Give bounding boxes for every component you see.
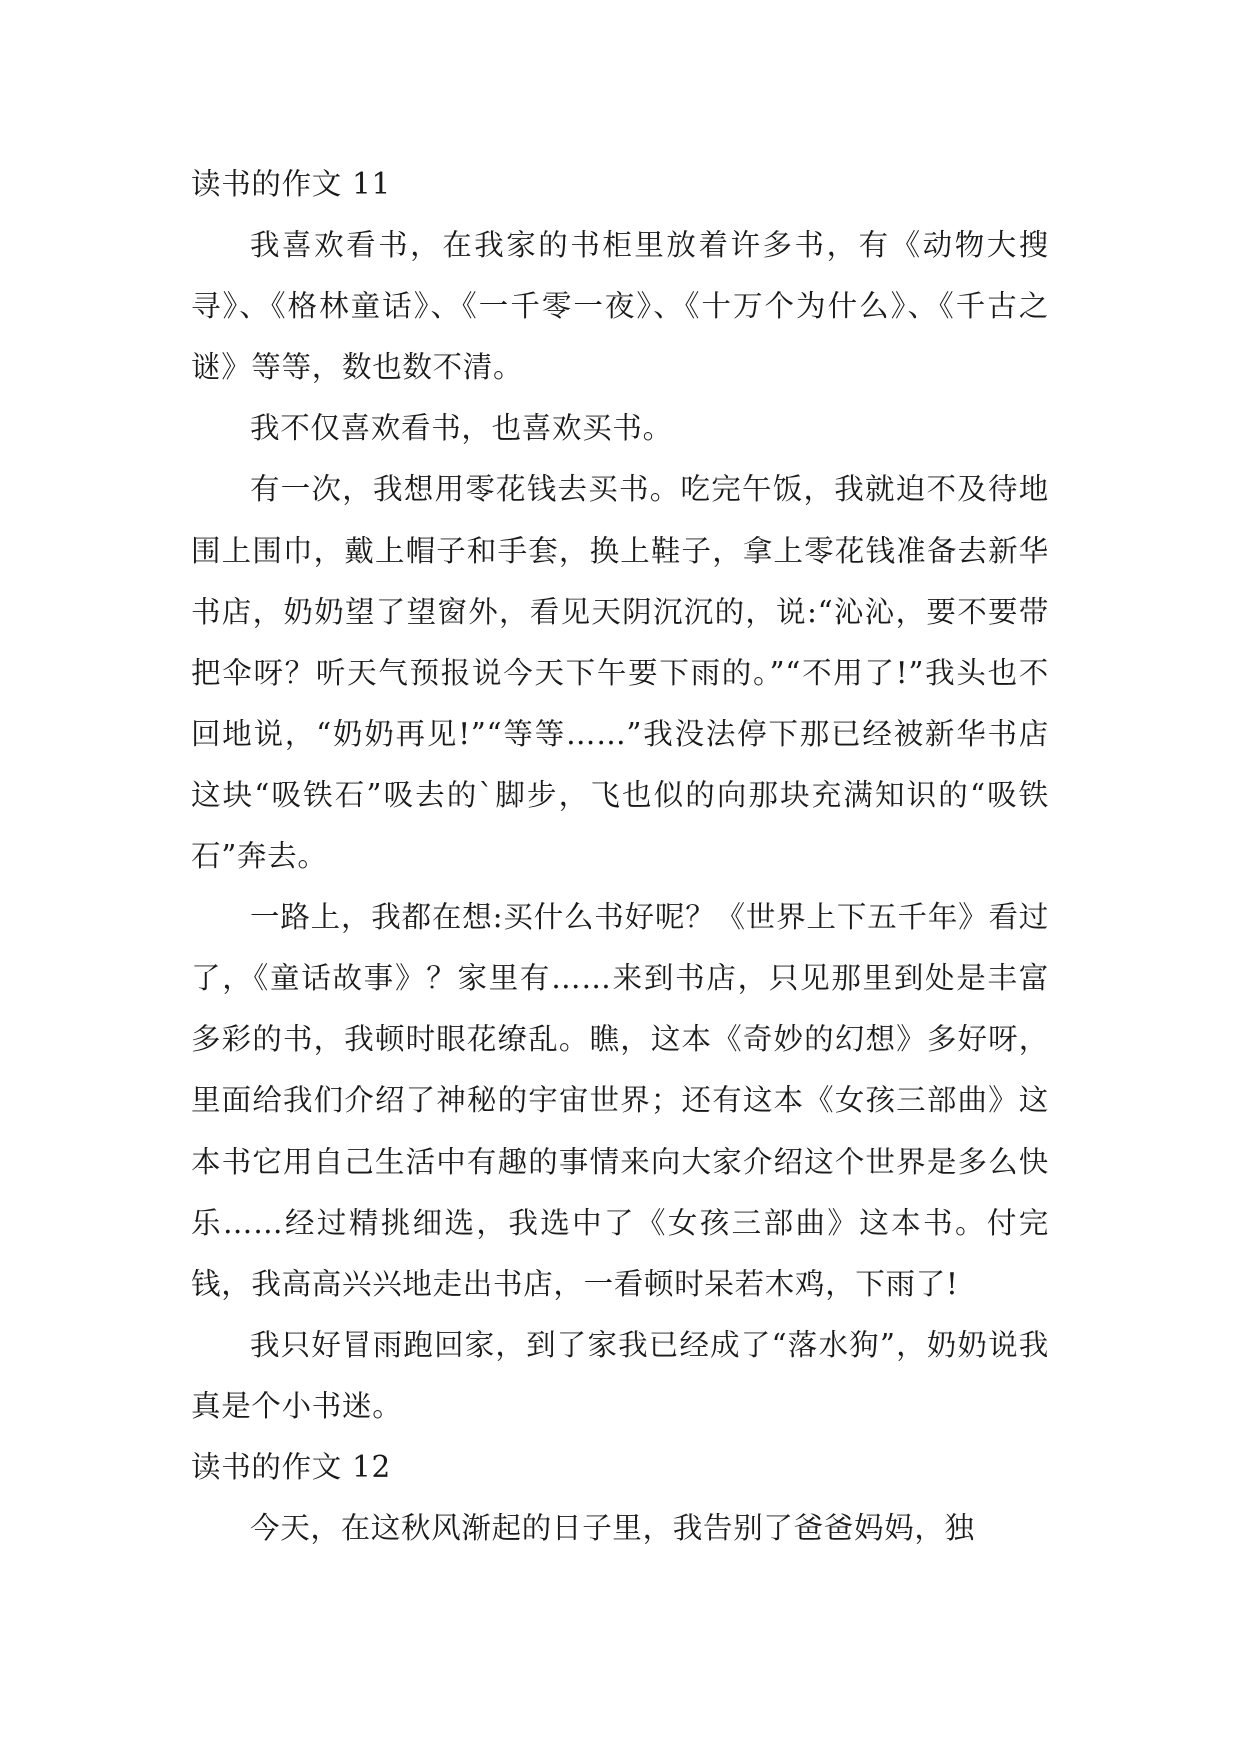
section-heading: 读书的作文 12 <box>191 1449 392 1484</box>
paragraph: 今天，在这秋风渐起的日子里，我告别了爸爸妈妈，独 <box>250 1511 975 1546</box>
section-heading: 读书的作文 11 <box>191 167 392 201</box>
paragraph: 有一次，我想用零花钱去买书。吃完午饭，我就迫不及待地围上围巾，戴上帽子和手套，换上鞋子，拿上零花钱准备去新华书店，奶奶望了望窗外，看见天阴沉沉的，说:“沁沁，要不要带把伞呀？听天气预报说今天下午要下雨的。”“不用了!”我头也不回地说，“奶奶再见!”“等等……”我没法停下那已经被新华书店这块“吸铁石”吸去的`脚步，飞也似的向那块充满知识的“吸铁石”奔去。 <box>191 472 1049 874</box>
document-body <box>191 154 1049 1559</box>
paragraph: 我喜欢看书，在我家的书柜里放着许多书，有《动物大搜寻》、《格林童话》、《一千零一夜》、《十万个为什么》、《千古之谜》等等，数也数不清。 <box>191 228 1049 385</box>
paragraph: 我只好冒雨跑回家，到了家我已经成了“落水狗”，奶奶说我真是个小书迷。 <box>191 1327 1049 1423</box>
paragraph: 我不仅喜欢看书，也喜欢买书。 <box>250 411 673 446</box>
paragraph: 一路上，我都在想:买什么书好呢？《世界上下五千年》看过了，《童话故事》？家里有……来到书店，只见那里到处是丰富多彩的书，我顿时眼花缭乱。瞧，这本《奇妙的幻想》多好呀，里面给我们介绍了神秘的宇宙世界；还有这本《女孩三部曲》这本书它用自己生活中有趣的事情来向大家介绍这个世界是多么快乐……经过精挑细选，我选中了《女孩三部曲》这本书。付完钱，我高高兴兴地走出书店，一看顿时呆若木鸡，下雨了! <box>191 900 1049 1301</box>
